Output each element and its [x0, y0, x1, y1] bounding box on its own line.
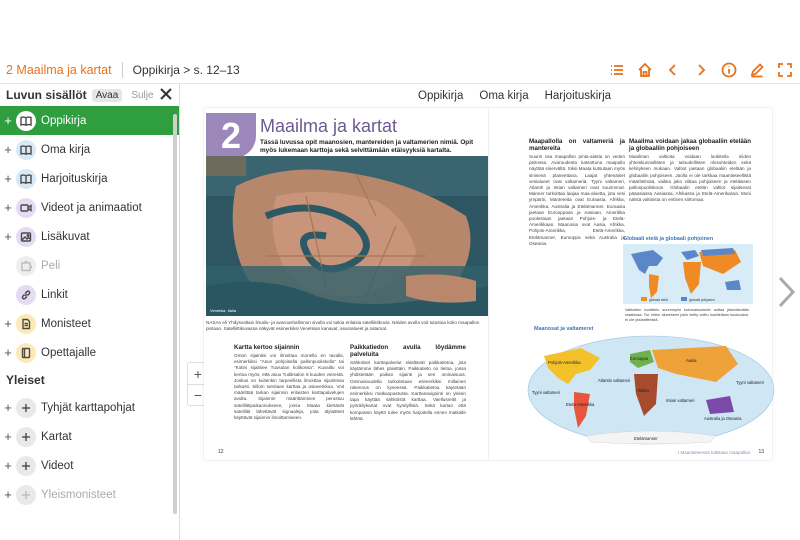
home-icon[interactable]	[634, 59, 656, 81]
breadcrumb[interactable]: Oppikirja > s. 12–13	[132, 62, 240, 77]
sidebar-header	[0, 84, 179, 106]
sidebar-item-label: Harjoituskirja	[41, 172, 108, 185]
label-europe: Eurooppa	[630, 356, 649, 361]
sidebar-item-lisakuvat[interactable]	[0, 222, 179, 251]
top-bar	[0, 56, 800, 84]
tab-oppikirja[interactable]: Oppikirja	[410, 88, 471, 110]
close-icon[interactable]	[159, 87, 173, 101]
collapse-all-button[interactable]: Sulje	[131, 89, 154, 101]
sidebar-item-monisteet[interactable]	[0, 309, 179, 338]
plus-icon[interactable]: +	[4, 200, 12, 215]
sidebar-item-kartat[interactable]	[0, 422, 179, 451]
next-page-chevron-icon[interactable]	[776, 276, 796, 308]
chevron-right-icon[interactable]	[690, 59, 712, 81]
plus-circle-icon	[16, 485, 36, 505]
label-africa: Afrikka	[636, 388, 649, 393]
general-section-title: Yleiset	[6, 373, 45, 387]
sidebar-item-label: Monisteet	[41, 317, 91, 330]
sidebar-item-yleismonisteet[interactable]	[0, 480, 179, 509]
info-icon[interactable]	[718, 59, 740, 81]
plus-icon[interactable]: +	[4, 171, 12, 186]
section-heading: Maapallolla on valtameriä ja mantereita	[529, 138, 625, 152]
sidebar-item-label: Tyhjät karttapohjat	[41, 401, 135, 414]
sidebar-item-linkit[interactable]	[0, 280, 179, 309]
left-page	[204, 108, 488, 460]
satellite-photo[interactable]	[206, 156, 488, 316]
sidebar-item-videot[interactable]	[0, 451, 179, 480]
video-icon	[16, 198, 36, 218]
sidebar-item-label: Peli	[41, 259, 61, 272]
text-column-3	[529, 138, 625, 247]
plus-icon[interactable]: +	[4, 458, 12, 473]
fullscreen-icon[interactable]	[774, 59, 796, 81]
sidebar-item-label: Videot ja animaatiot	[41, 201, 142, 214]
section-text: Maailman valtioita voidaan luokitella niiden yhteiskunnallisten ja taloudellisten olosuhteiden sekä kehityksen mukaan. Valtiot jaetaan globaaliin etelään ja globaaliin pohjoiseen. Jaolla ei ole tarkkaa maantieteellistä määritelmää, vaikka jako viittaa pohjoiseen ja eteläiseen pallonpuoliskoon. Globaalin etelän valtiot sijaitsevat pääasiassa Aasiassa, Afrikassa ja Etelä-Amerikassa. Moni näistä valtioista on entinen siirtomaa.	[629, 154, 751, 203]
tab-harjoituskirja[interactable]: Harjoituskirja	[544, 90, 612, 102]
sidebar-item-tyhjat-karttapohjat[interactable]	[0, 393, 179, 422]
zoom-in-button[interactable]: +	[193, 365, 203, 382]
label-pacific-west: Tyyni valtameri	[532, 390, 560, 395]
document-icon	[16, 314, 36, 334]
legend-north-label: globaali pohjoinen	[689, 298, 715, 302]
section-text: Suurin osa maapallon pinta-alasta on veden peitossa. Avaruudesta katsottuna maapallo näyttää sinervältä. Siksi Maata kutsutaan myös sinisenä planeettana. Laajat yhtenäiset vesialueet ovat valtameriä. Tyyni valtameri, Atlantti ja Intian valtameri ovat suurimmat. Manner tarkoittaa laajaa maa-aluetta, jota vesi ympäröi. Mantereita ovat Euraasia, Afrikka, Amerikka, Australia ja Etelämanner. Euraasia jaetaan Eurooppaan ja Aasiaan. Amerikka puolestaan jaetaan Pohjois- ja Etelä-Amerikkaan. Maanosia ovat Aasia, Afrikka, Pohjois-Amerikka, Etelä-Amerikka, Etelämanner, Eurooppa sekä Australia ja Oseania.	[529, 154, 625, 246]
label-atlantic: Atlantin valtameri	[598, 378, 631, 383]
sidebar-item-peli	[0, 251, 179, 280]
page-footer: I Maantieteessä tutkitaan maapalloa	[677, 450, 750, 455]
venice-satellite-image	[206, 156, 488, 316]
content-tabs	[410, 88, 619, 110]
sidebar-title: Luvun sisällöt	[6, 88, 87, 102]
section-heading: Kartta kertoo sijainnin	[234, 344, 300, 351]
expand-all-button[interactable]: Avaa	[92, 89, 123, 102]
plus-icon[interactable]: +	[4, 229, 12, 244]
sidebar-item-label: Oppikirja	[41, 114, 87, 127]
sidebar-item-label: Lisäkuvat	[41, 230, 90, 243]
binder-icon	[16, 343, 36, 363]
sidebar-item-opettajalle[interactable]	[0, 338, 179, 367]
sidebar-item-oma-kirja[interactable]	[0, 135, 179, 164]
label-australia: Australia ja Oseania	[704, 416, 742, 421]
sidebar-item-videot-ja-animaatiot[interactable]	[0, 193, 179, 222]
plus-icon[interactable]: +	[4, 113, 12, 128]
section-heading: Paikkatiedon avulla löydämme palveluita	[350, 344, 466, 358]
plus-icon[interactable]: +	[4, 316, 12, 331]
sidebar-item-oppikirja[interactable]	[0, 106, 179, 135]
photo-credit: Venetsia, Italia	[210, 308, 237, 313]
chevron-left-icon[interactable]	[662, 59, 684, 81]
sidebar-scrollbar[interactable]	[173, 114, 177, 514]
plus-icon[interactable]: +	[4, 487, 12, 502]
puzzle-icon	[16, 256, 36, 276]
world-map-title: Maanosat ja valtameret	[534, 326, 594, 332]
legend-south-label: globaali etelä	[649, 298, 668, 302]
book-spread	[204, 108, 772, 460]
chapter-number-badge: 2	[206, 113, 256, 158]
text-column-4	[629, 138, 751, 204]
section-heading: Maailma voidaan jakaa globaaliin etelään ja globaaliin pohjoiseen	[629, 138, 751, 152]
plus-icon[interactable]: +	[4, 142, 12, 157]
label-antarctica: Etelämanner	[634, 436, 658, 441]
plus-circle-icon	[16, 398, 36, 418]
sidebar-item-label: Opettajalle	[41, 346, 96, 359]
plus-circle-icon	[16, 427, 36, 447]
link-icon	[16, 285, 36, 305]
sidebar-item-label: Linkit	[41, 288, 68, 301]
lead-text: Tässä luvussa opit maanosien, mantereiden ja valtamerien nimiä. Opit myös lukemaan karttoja sekä selvittämään etäisyyksiä kartalta.	[260, 139, 474, 154]
zoom-out-button[interactable]: −	[188, 384, 208, 405]
small-map-caption: Valtioiden luokittelu suurempiin kokonaisuuksiin auttaa jäsentämään maailmaa. Tai, miten alueeseen jokin kielty voittu luokitellaan kuuluvaksi, ei ole yksiselitteistä.	[625, 308, 749, 322]
list-icon[interactable]	[606, 59, 628, 81]
label-pacific-east: Tyyni valtameri	[736, 380, 764, 385]
book-icon	[16, 169, 36, 189]
sidebar-item-label: Yleismonisteet	[41, 488, 116, 501]
page-number-left: 12	[218, 449, 224, 455]
text-column-1	[234, 344, 344, 421]
photo-caption: NASAn eli Yhdysvaltain ilmailu- ja avaruushallinnon sivulla voi tutkia erilaisia satelliittikuvia. Näiden avulla voit tutustua koko maapallon pintaan. Satelliittikuvassa näkyvät esimerkiksi Venetsian kanavat, asuinalueet ja satamat.	[206, 320, 480, 331]
section-text: Oman sijaintisi voi ilmoittaa monella eri tavalla, esimerkiksi "Asun pohjoisella pallonpuoliskolla" tai "Kotini sijaitsee Tuusulan kolikossa". Kuvailtu voi kertoa myös, että asuu Tuitiksalon 8 kuuden vierestä. Joskus on kuitenkin tarpeellista ilmoittaa sijaintinsa tarkasti. Silloin tarvitaan karttaa ja asiaverkkoa. Voit määrittää tarkan sijainnin erilaisten karttapalvelujen avulla. Sijainnin määrittäminen perustuu satelliittipaikannukseen, jossa Maata kiertävät satelliitit lähettävät signaaleja, joita älylaitteet käyttävät sijainnin ilmoittamiseen.	[234, 353, 344, 421]
page-number-right: 13	[758, 449, 764, 455]
plus-circle-icon	[16, 456, 36, 476]
sidebar-item-label: Videot	[41, 459, 74, 472]
label-north-america: Pohjois-Amerikka	[548, 360, 581, 365]
tab-oma-kirja[interactable]: Oma kirja	[479, 90, 529, 102]
header-divider	[122, 62, 123, 78]
sidebar-item-label: Kartat	[41, 430, 72, 443]
sidebar-item-harjoituskirja[interactable]	[0, 164, 179, 193]
plus-icon[interactable]: +	[4, 429, 12, 444]
chapter-title[interactable]: 2 Maailma ja kartat	[6, 62, 112, 77]
label-indian-ocean: Intian valtameri	[666, 398, 695, 403]
pencil-icon[interactable]	[746, 59, 768, 81]
text-column-2	[350, 344, 466, 422]
toolbar	[606, 59, 796, 81]
image-icon	[16, 227, 36, 247]
label-asia: Aasia	[686, 358, 697, 363]
sidebar-item-label: Oma kirja	[41, 143, 91, 156]
page-title: Maailma ja kartat	[260, 116, 398, 136]
global-south-north-map[interactable]	[623, 244, 753, 304]
section-text: Sähköiset karttapalvelut sisältävät paikkatietoa, jota käytämme lähes päivittäin. Paikkatieto on tietoa, jossa yhdistetään paikan sijainti ja sen ominaisuus. Ominaisuudella tarkoitetaan esimerkiksi millainen rakennus on kyseessä. Paikkatietoa käytetään esimerkiksi matkaopastusta. Karttanavigointi on yleisin tapa käyttää sähköistä karttaa. Vaellusreitit ja pyöräilykartat ovat hyödyllisiä. Sekä kartan että kompassin käyttö tulee myös harjoitella ennen matkalle lähtöä.	[350, 360, 466, 421]
book-icon	[16, 140, 36, 160]
small-map-title: Globaali etelä ja globaali pohjoinen	[623, 236, 714, 242]
label-south-america: Etelä-Amerikka	[566, 402, 595, 407]
book-icon	[16, 111, 36, 131]
sidebar	[0, 84, 180, 540]
plus-icon[interactable]: +	[4, 345, 12, 360]
world-continents-map[interactable]	[526, 334, 776, 446]
plus-icon[interactable]: +	[4, 400, 12, 415]
